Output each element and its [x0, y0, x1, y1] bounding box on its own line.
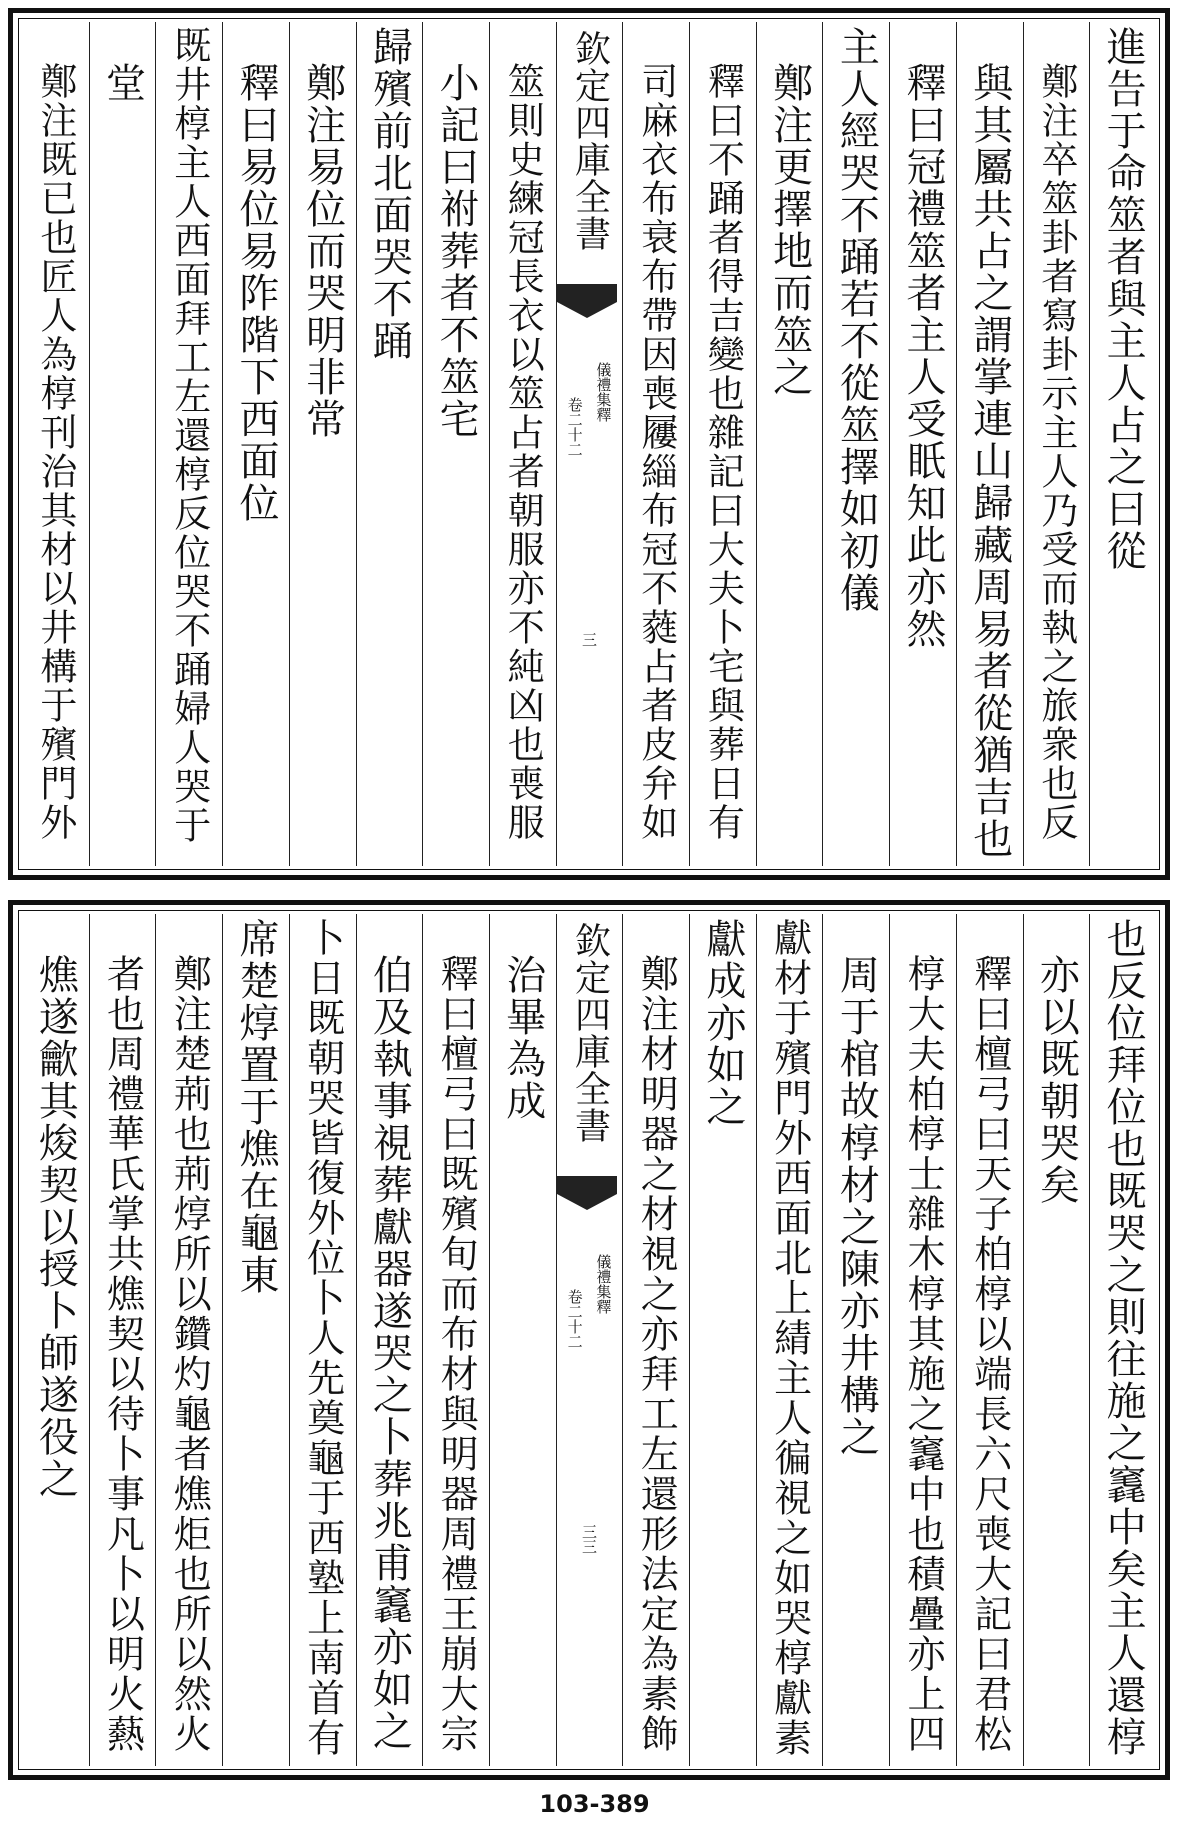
- text-column: [622, 914, 689, 1766]
- text-column: [1089, 22, 1156, 866]
- column-text: 釋曰易位易阼階下西面位: [232, 62, 279, 524]
- text-column: [422, 914, 489, 1766]
- text-column: [956, 22, 1023, 866]
- center-banner: [556, 22, 623, 866]
- column-text: 筮則史練冠長衣以筮占者朝服亦不純凶也喪服: [501, 62, 545, 842]
- folio-number: 三三: [579, 1524, 598, 1554]
- column-text: 釋曰不踊者得吉變也雜記曰大夫卜宅與葬日有: [701, 62, 745, 842]
- top-page: [8, 8, 1170, 880]
- banner-title: 欽定四庫全書: [569, 30, 611, 252]
- column-text: 獻材于殯門外西面北上綪主人徧視之如哭椁獻素: [767, 918, 812, 1758]
- column-text: 進告于命筮者與主人占之曰從: [1100, 26, 1147, 572]
- text-column: [889, 914, 956, 1766]
- banner-title: 欽定四庫全書: [569, 922, 611, 1144]
- text-column: [756, 914, 823, 1766]
- column-text: 釋曰冠禮筮者主人受眂知此亦然: [900, 62, 947, 650]
- column-text: 堂: [99, 62, 146, 104]
- column-text: 亦以既朝哭矣: [1033, 954, 1080, 1206]
- text-column: [689, 914, 756, 1766]
- fishtail-ornament: [557, 1176, 617, 1212]
- text-column: [155, 22, 222, 866]
- column-text: 主人經哭不踊若不從筮擇如初儀: [833, 26, 880, 614]
- text-column: [889, 22, 956, 866]
- text-column: [155, 914, 222, 1766]
- column-text: 鄭注更擇地而筮之: [766, 62, 813, 398]
- top-page-columns: [22, 22, 1156, 866]
- text-column: [1023, 914, 1090, 1766]
- text-column: [22, 22, 89, 866]
- column-text: 司麻衣布衰布帶因喪屨緇布冠不蕤占者皮弁如: [634, 62, 678, 842]
- text-column: [756, 22, 823, 866]
- bottom-page-columns: [22, 914, 1156, 1766]
- column-text: 歸殯前北面哭不踊: [366, 26, 413, 362]
- text-column: [22, 914, 89, 1766]
- banner-book-title: 儀禮集釋: [594, 1254, 613, 1314]
- column-text: 鄭注易位而哭明非常: [299, 62, 346, 440]
- text-column: [289, 22, 356, 866]
- text-column: [689, 22, 756, 866]
- text-column: [622, 22, 689, 866]
- folio-number: 三: [579, 632, 598, 647]
- column-text: 既井椁主人西面拜工左還椁反位哭不踊婦人哭于: [167, 26, 211, 845]
- text-column: [356, 914, 423, 1766]
- column-text: 釋曰檀弓曰既殯旬而布材與明器周禮王崩大宗: [434, 954, 479, 1754]
- text-column: [822, 22, 889, 866]
- column-text: 小記曰祔葬者不筮宅: [433, 62, 480, 440]
- column-text: 鄭注卒筮卦者寫卦示主人乃受而執之旅衆也反: [1034, 62, 1078, 842]
- banner-volume: 卷二十二: [565, 397, 584, 457]
- fishtail-ornament: [557, 284, 617, 320]
- center-banner: [556, 914, 623, 1766]
- text-column: [1023, 22, 1090, 866]
- text-column: [422, 22, 489, 866]
- column-text: 燋遂龡其焌契以授卜師遂役之: [32, 954, 79, 1500]
- text-column: [289, 914, 356, 1766]
- column-text: 釋曰檀弓曰天子柏椁以端長六尺喪大記曰君松: [967, 954, 1012, 1754]
- column-text: 伯及執事視葬獻器遂哭之卜葬兆甫竁亦如之: [366, 954, 413, 1752]
- text-column: [1089, 914, 1156, 1766]
- text-column: [822, 914, 889, 1766]
- column-text: 周于棺故椁材之陳亦井構之: [833, 954, 880, 1458]
- page-number-footer: 103-389: [539, 1790, 650, 1818]
- column-text: 席楚焞置于燋在龜東: [232, 918, 279, 1296]
- column-text: 鄭注材明器之材視之亦拜工左還形法定為素飾: [634, 954, 679, 1754]
- text-column: [89, 914, 156, 1766]
- column-text: 卜日既朝哭皆復外位卜人先奠龜于西塾上南首有: [300, 918, 345, 1758]
- column-text: 鄭注楚荊也荊焞所以鑽灼龜者燋炬也所以然火: [167, 954, 212, 1754]
- column-text: 與其屬共占之謂掌連山歸藏周易者從猶吉也: [966, 62, 1013, 860]
- text-column: [89, 22, 156, 866]
- banner-book-title: 儀禮集釋: [594, 362, 613, 422]
- column-text: 椁大夫柏椁士雜木椁其施之竁中也積疊亦上四: [901, 954, 946, 1754]
- column-text: 獻成亦如之: [699, 918, 746, 1128]
- text-column: [956, 914, 1023, 1766]
- column-text: 治畢為成: [499, 954, 546, 1122]
- column-text: 鄭注既已也匠人為椁刊治其材以井構于殯門外: [33, 62, 77, 842]
- text-column: [489, 22, 556, 866]
- text-column: [222, 914, 289, 1766]
- text-column: [489, 914, 556, 1766]
- text-column: [222, 22, 289, 866]
- column-text: 也反位拜位也既哭之則往施之竁中矣主人還椁: [1100, 918, 1147, 1758]
- banner-volume: 卷二十二: [565, 1289, 584, 1349]
- column-text: 者也周禮華氏掌共燋契以待卜事凡卜以明火爇: [100, 954, 145, 1754]
- bottom-page: [8, 900, 1170, 1780]
- text-column: [356, 22, 423, 866]
